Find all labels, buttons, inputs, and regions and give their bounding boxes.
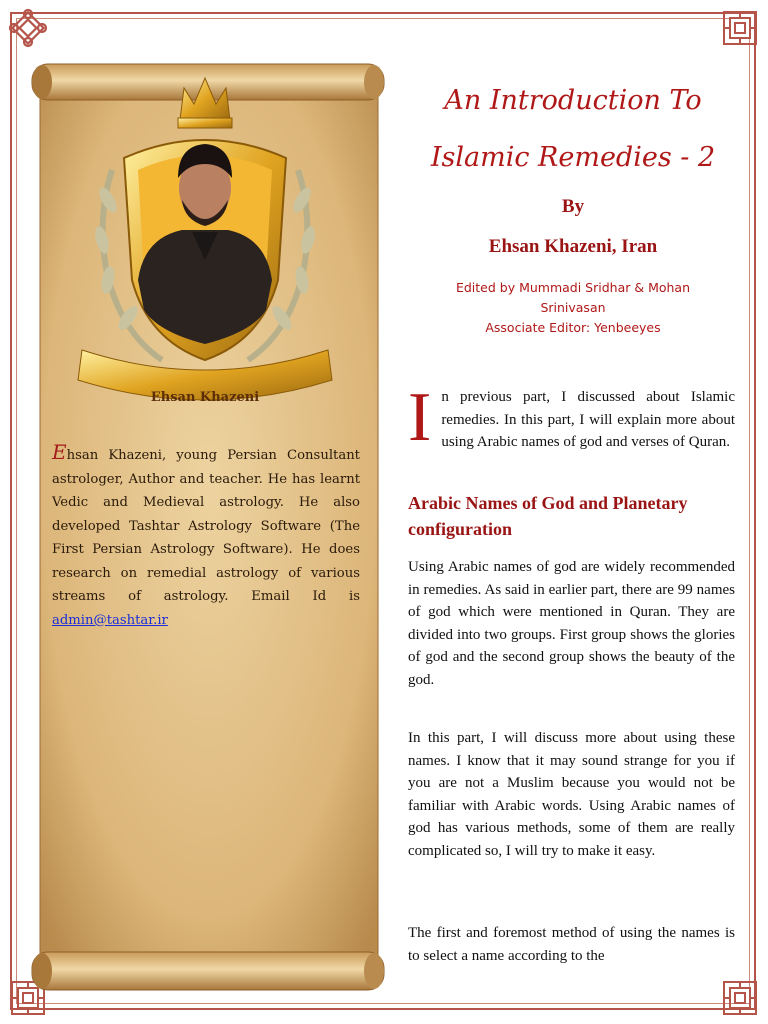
email-link[interactable]: admin@tashtar.ir	[52, 612, 168, 628]
editor-credits	[425, 278, 721, 338]
author-bio	[52, 441, 360, 632]
edited-by: Edited by Mummadi Sridhar & Mohan Srinivasan	[455, 280, 691, 315]
intro-text: n previous part, I discussed about Islamic remedies. In this part, I will explain more about using Arabic names of god and verses of Quran.	[441, 389, 735, 451]
intro-paragraph	[408, 379, 735, 456]
article-title	[408, 72, 738, 186]
endless-knot-icon	[8, 8, 48, 48]
body-paragraph: Using Arabic names of god are widely recommended in remedies. As said in earlier part, there are 99 names of god which were mentioned in Quran. They are divided into two groups. First group shows the glories of god and the second group shows the beauty of the god.	[408, 559, 735, 688]
byline-by: By	[561, 196, 585, 217]
title-line-1: An Introduction To	[444, 85, 702, 116]
bio-drop-cap: E	[52, 440, 67, 465]
endless-knot-icon	[720, 978, 760, 1018]
associate-editor: Associate Editor: Yenbeeyes	[485, 320, 661, 335]
bio-text: hsan Khazeni, young Persian Consultant astrologer, Author and teacher. He has learnt Vedic and Medieval astrology. He also developed Tashtar Astrology Software (The First Persian Astrology Software). He does research on remedial astrology of various streams of astrology. Email Id is	[52, 448, 360, 605]
author-name: Ehsan Khazeni, Iran	[488, 236, 658, 257]
author-emblem	[72, 60, 338, 420]
intro-drop-cap: I	[408, 379, 432, 456]
title-line-2: Islamic Remedies - 2	[430, 142, 716, 173]
body-paragraph: The first and foremost method of using the names is to select a name according to the	[408, 925, 735, 964]
endless-knot-icon	[720, 8, 760, 48]
body-paragraph: In this part, I will discuss more about using these names. I know that it may sound strange for you if you are not a Muslim because you would not be familiar with Arabic words. Using Arabic names of god has various methods, some of them are really complicated so, I will try to make it easy.	[408, 730, 735, 859]
section-heading: Arabic Names of God and Planetary configuration	[408, 493, 688, 539]
emblem-name-ribbon: Ehsan Khazeni	[150, 390, 260, 405]
